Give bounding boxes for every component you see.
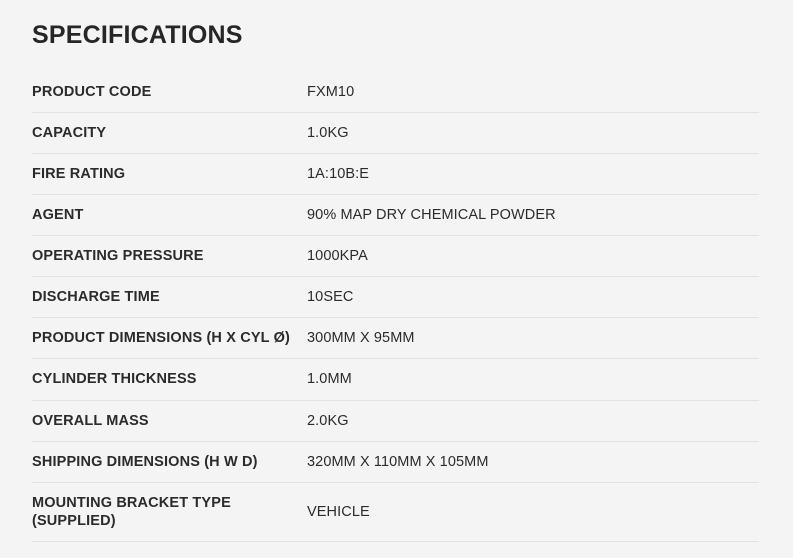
- table-row: [32, 112, 759, 153]
- table-row: [32, 441, 759, 482]
- table-row: [32, 318, 759, 359]
- table-row: [32, 236, 759, 277]
- table-row: [32, 400, 759, 441]
- table-row: [32, 153, 759, 194]
- spec-label: OPERATING PRESSURE: [32, 248, 204, 264]
- spec-value: 1000KPA: [307, 248, 368, 264]
- spec-value: 1A:10B:E: [307, 165, 370, 182]
- spec-label: SHIPPING DIMENSIONS (H W D): [32, 453, 258, 470]
- spec-value: 300MM X 95MM: [307, 330, 415, 347]
- spec-value: 2.0KG: [307, 412, 349, 429]
- spec-label: PRODUCT DIMENSIONS (H X CYL Ø): [32, 330, 290, 347]
- spec-label: OVERALL MASS: [32, 412, 149, 429]
- spec-label: CAPACITY: [32, 124, 107, 141]
- specifications-table-body: [32, 72, 759, 542]
- specifications-table: [32, 72, 759, 543]
- table-row: [32, 72, 759, 113]
- page-title: SPECIFICATIONS: [32, 21, 243, 49]
- spec-value: 1.0MM: [307, 371, 352, 388]
- spec-value: 320MM X 110MM X 105MM: [307, 453, 489, 470]
- spec-label: DISCHARGE TIME: [32, 289, 160, 306]
- table-row: [32, 277, 759, 318]
- spec-value: FXM10: [307, 83, 355, 100]
- table-row: [32, 194, 759, 235]
- spec-label: MOUNTING BRACKET TYPE (SUPPLIED): [32, 494, 231, 529]
- spec-value: 90% MAP DRY CHEMICAL POWDER: [307, 206, 556, 223]
- spec-value: VEHICLE: [307, 503, 370, 520]
- spec-value: 1.0KG: [307, 124, 349, 141]
- spec-label: AGENT: [32, 206, 84, 223]
- table-row: [32, 359, 759, 400]
- spec-label: FIRE RATING: [32, 165, 126, 182]
- spec-label: PRODUCT CODE: [32, 83, 152, 100]
- table-row: [32, 482, 759, 541]
- spec-value: 10SEC: [307, 289, 354, 306]
- spec-label: CYLINDER THICKNESS: [32, 371, 197, 388]
